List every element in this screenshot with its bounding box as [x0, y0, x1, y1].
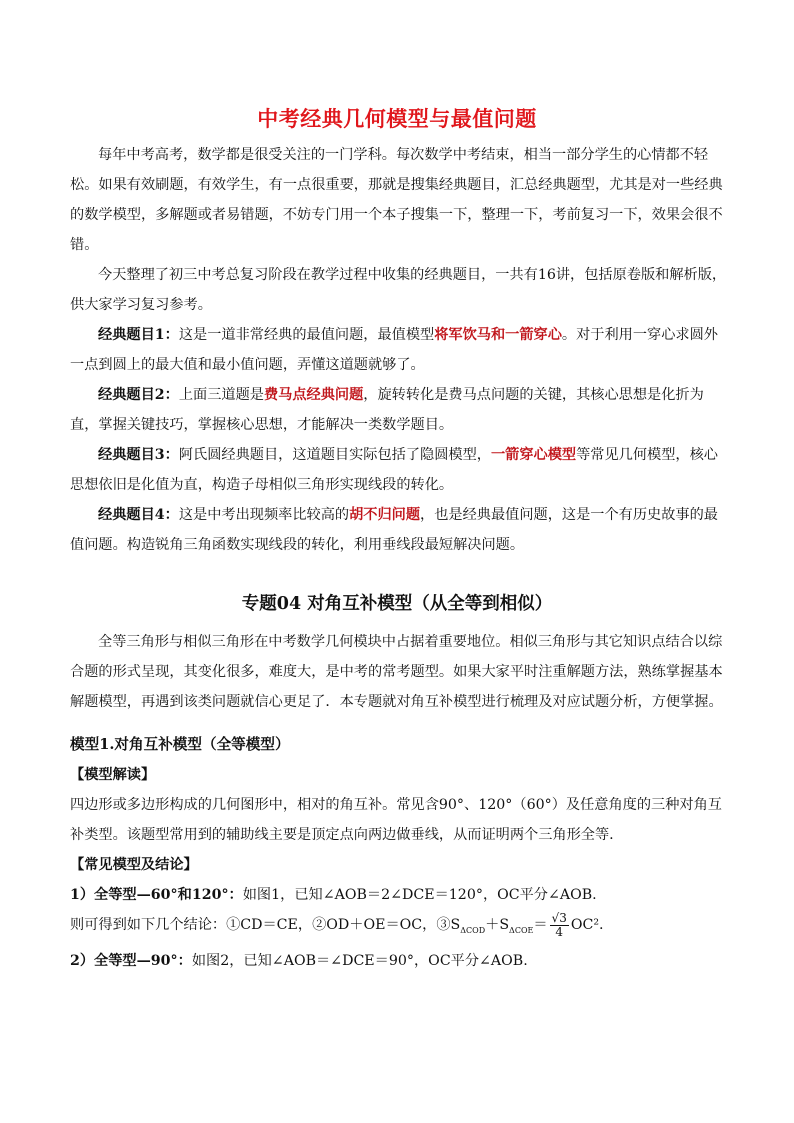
- item-text: ，也是经典最值问题，这是一个有历史故事的最值问题。构造锐角三角函数实现线段的转化，利用垂线段最短解决问题。: [70, 507, 718, 553]
- item-text: 阿氏圆经典题目，这道题目实际包括了隐圆模型，: [178, 447, 491, 463]
- item-text: 。对于利用一穿心求圆外一点到圆上的最大值和最小值问题，弄懂这道题就够了。: [70, 327, 718, 373]
- model-interpret-text: 四边形或多边形构成的几何图形中，相对的角互补。常见含90°、120°（60°）及任意角度的三种对角互补类型。该题型常用到的辅助线主要是顶定点向两边做垂线，从而证明两个三角形全等.: [70, 797, 722, 843]
- model-section: [70, 730, 732, 976]
- section-body: [70, 627, 732, 717]
- item-highlight: 一箭穿心模型: [490, 447, 577, 463]
- section-paragraph: 全等三角形与相似三角形在中考数学几何模块中占据着重要地位。相似三角形与其它知识点结合以综合题的形式呈现，其变化很多，难度大，是中考的常考题型。如果大家平时注重解题方法，熟练掌握基本解题模型，再遇到该类问题就信心更足了．本专题就对角互补模型进行梳理及对应试题分析，方便掌握。: [70, 634, 723, 710]
- item-text: 上面三道题是: [178, 387, 264, 403]
- common-models-label: 【常见模型及结论】: [70, 857, 198, 873]
- case-1-text: 如图1，已知∠AOB＝2∠DCE＝120°，OC平分∠AOB.: [242, 887, 597, 903]
- document-title: 中考经典几何模型与最值问题: [257, 107, 537, 131]
- intro-section: [70, 140, 732, 560]
- item-text: 这是一道非常经典的最值问题，最值模型: [178, 327, 435, 343]
- intro-paragraph-1: 每年中考高考，数学都是很受关注的一门学科。每次数学中考结束，相当一部分学生的心情都不轻松。如果有效刷题，有效学生，有一点很重要，那就是搜集经典题目，汇总经典题型，尤其是对一些经典的数学模型，多解题或者易错题，不妨专门用一个本子搜集一下，整理一下，考前复习一下，效果会很不错。: [70, 147, 723, 253]
- conclusion-3: $③S_{\Delta COD}+S_{\Delta COE}=$ $\frac{√3}{4}$ OC².: [436, 910, 604, 939]
- item-label: 经典题目2：: [98, 387, 179, 403]
- case-2: [70, 946, 732, 976]
- conclusion-1: ①CD＝CE，: [226, 917, 313, 933]
- item-label: 经典题目3：: [98, 447, 179, 463]
- classic-item-1: [70, 320, 732, 380]
- case-1: [70, 880, 732, 910]
- item-text: ，旋转转化是费马点问题的关键，其核心思想是化折为直，掌握关键技巧，掌握核心思想，才能解决一类数学题目。: [70, 387, 704, 433]
- conclusions: [70, 910, 732, 946]
- item-text: 等常见几何模型，核心思想依旧是化值为直，构造子母相似三角形实现线段的转化。: [70, 447, 718, 493]
- case-2-text: 如图2，已知∠AOB＝∠DCE＝90°，OC平分∠AOB.: [191, 952, 528, 969]
- section-heading: 专题04 对角互补模型（从全等到相似）: [241, 594, 553, 614]
- item-highlight: 将军饮马和一箭穿心: [434, 327, 562, 343]
- classic-item-3: [70, 440, 732, 500]
- item-text: 这是中考出现频率比较高的: [178, 507, 350, 523]
- case-2-label: 2）全等型—90°：: [70, 952, 192, 969]
- item-label: 经典题目1：: [98, 327, 179, 343]
- item-highlight: 费马点经典问题: [263, 387, 364, 403]
- case-1-label: 1）全等型—60°和120°：: [70, 887, 243, 903]
- model-interpret-label: 【模型解读】: [70, 767, 156, 783]
- item-label: 经典题目4：: [98, 507, 179, 523]
- intro-paragraph-2: 今天整理了初三中考总复习阶段在教学过程中收集的经典题目，一共有16讲，包括原卷版和解析版，供大家学习复习参考。: [70, 267, 727, 313]
- fraction: $\frac{√3}{4}$: [551, 910, 567, 939]
- model-heading: 模型1.对角互补模型（全等模型）: [70, 736, 290, 753]
- classic-item-2: [70, 380, 732, 440]
- classic-item-4: [70, 500, 732, 560]
- conclusion-2: ②OD＋OE＝OC，: [312, 917, 437, 933]
- item-highlight: 胡不归问题: [349, 507, 421, 523]
- conclusion-label: 则可得到如下几个结论：: [70, 917, 227, 933]
